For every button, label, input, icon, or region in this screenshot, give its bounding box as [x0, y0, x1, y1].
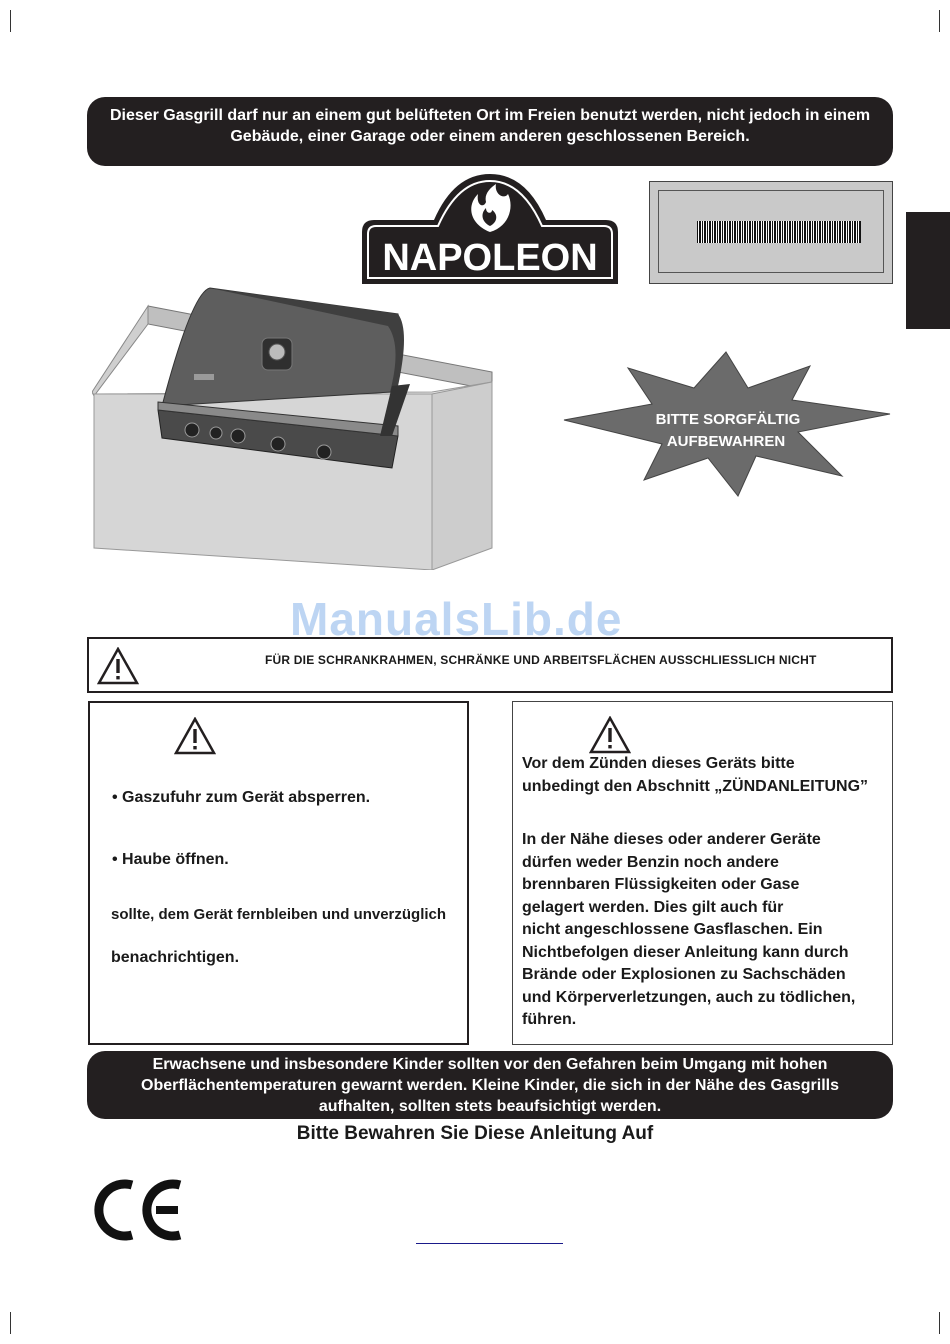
- ignition-paragraph: [522, 753, 882, 798]
- crop-mark: [10, 10, 11, 32]
- text-line: Brände oder Explosionen zu Sachschäden: [522, 966, 846, 983]
- napoleon-logo: [358, 172, 622, 292]
- text-line: unbedingt den Abschnitt „ZÜNDANLEITUNG”: [522, 777, 869, 795]
- list-item: • Haube öffnen.: [112, 851, 229, 868]
- text-line: dürfen weder Benzin noch andere: [522, 853, 779, 871]
- serial-plate-frame: [658, 190, 884, 273]
- starburst-line: AUFBEWAHREN: [666, 433, 786, 450]
- flammables-paragraph: [522, 829, 882, 1032]
- banner-line: Gebäude, einer Garage oder einem anderen geschlossenen Bereich.: [230, 128, 750, 145]
- language-tab: [906, 212, 950, 329]
- gas-smell-warning-box: [88, 701, 469, 1045]
- crop-mark: [10, 1312, 11, 1334]
- text-line: Vor dem Zünden dieses Geräts bitte: [522, 755, 795, 772]
- banner-line: aufhalten, sollten stets beaufsichtigt werden.: [318, 1098, 662, 1115]
- watermark: ManualsLib.de: [290, 593, 623, 645]
- serial-plate: [649, 181, 893, 284]
- keep-manual-notice: Bitte Bewahren Sie Diese Anleitung Auf: [296, 1123, 654, 1144]
- ignition-warning-box: [512, 701, 893, 1045]
- warning-triangle-icon: [97, 647, 139, 685]
- crop-mark: [939, 10, 940, 32]
- ce-mark-icon: [94, 1177, 184, 1243]
- text-line: brennbaren Flüssigkeiten oder Gase: [522, 876, 800, 893]
- text-line: In der Nähe dieses oder anderer Geräte: [522, 831, 821, 848]
- barcode: [697, 221, 861, 243]
- warning-triangle-icon: [589, 716, 631, 754]
- text-line: nicht angeschlossene Gasflaschen. Ein: [522, 921, 823, 938]
- logo-text: NAPOLEON: [382, 237, 598, 279]
- children-warning-banner: [87, 1051, 893, 1119]
- text-line: sollte, dem Gerät fernbleiben und unverzüglich: [111, 906, 447, 923]
- warning-triangle-icon: [174, 717, 216, 755]
- text-line: führen.: [522, 1011, 577, 1028]
- built-in-grill-illustration: [92, 286, 494, 570]
- banner-line: Erwachsene und insbesondere Kinder sollten vor den Gefahren beim Umgang mit hohen: [152, 1056, 828, 1073]
- cabinet-warning-text: FÜR DIE SCHRANKRAHMEN, SCHRÄNKE UND ARBEITSFLÄCHEN AUSSCHLIESSLICH NICHT: [265, 653, 817, 667]
- banner-line: Oberflächentemperaturen gewarnt werden. Kleine Kinder, die sich in der Nähe des Gasgrills: [141, 1077, 839, 1094]
- outdoor-use-banner: [87, 97, 893, 166]
- banner-line: Dieser Gasgrill darf nur an einem gut belüfteten Ort im Freien benutzt werden, nicht jedoch in einem: [109, 107, 871, 124]
- text-line: gelagert werden. Dies gilt auch für: [522, 898, 784, 916]
- text-line: Nichtbefolgen dieser Anleitung kann durch: [522, 943, 849, 961]
- text-line: und Körperverletzungen, auch zu tödlichen,: [522, 988, 856, 1006]
- link-underline: [416, 1243, 563, 1244]
- text-line: benachrichtigen.: [111, 949, 240, 966]
- starburst-line: BITTE SORGFÄLTIG: [655, 411, 801, 428]
- cabinet-warning: [87, 637, 893, 693]
- list-item: • Gaszufuhr zum Gerät absperren.: [112, 789, 371, 806]
- keep-safe-starburst: [560, 348, 893, 498]
- crop-mark: [939, 1312, 940, 1334]
